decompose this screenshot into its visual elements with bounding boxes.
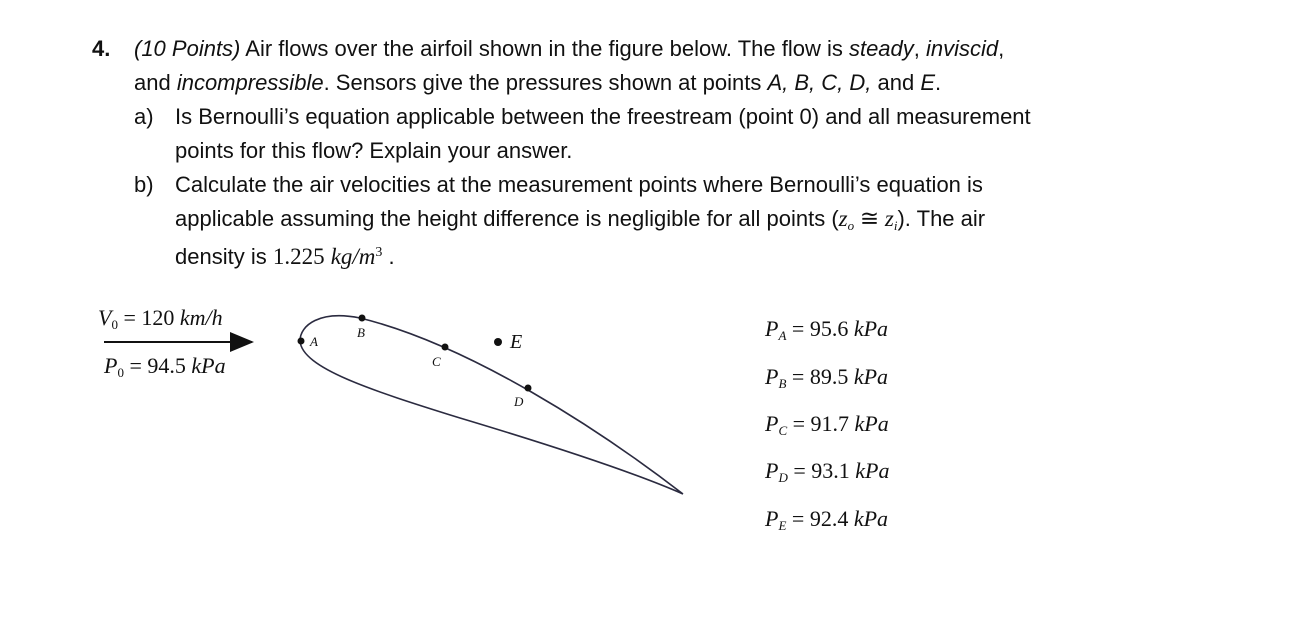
approx-symbol: ≅	[854, 206, 885, 231]
pressure-e: $P_E = 92.4$ kPa	[765, 506, 889, 533]
pressure-c: $P_C = 91.7$ kPa	[765, 411, 889, 438]
intro-text-2: and	[134, 70, 177, 95]
incompressible-term: incompressible	[176, 70, 324, 95]
part-a-text-2: points for this flow? Explain your answer.	[175, 138, 573, 163]
comma-1: ,	[913, 36, 927, 61]
freestream-pressure: $P_0 = 94.5$ kPa	[104, 353, 226, 380]
density-value: 1.225	[272, 244, 325, 269]
part-b-text-2-post: ). The air	[897, 206, 986, 231]
point-b-marker	[359, 315, 366, 322]
part-b-label: b)	[134, 172, 154, 197]
point-a-label: A	[310, 334, 318, 349]
problem-number: 4.	[92, 36, 111, 61]
point-c-label: C	[432, 354, 441, 369]
point-b-label: B	[357, 325, 365, 340]
problem-points: (10 Points)	[134, 36, 241, 61]
z-zero: $z_o$	[838, 206, 855, 233]
pressure-a: $P_A = 95.6$ kPa	[765, 316, 889, 343]
density-unit: $kg/m^3$	[330, 244, 383, 269]
point-e-marker	[494, 338, 502, 346]
part-a-text-1: Is Bernoulli’s equation applicable between the freestream (point 0) and all measurement	[175, 104, 1031, 129]
and-text: and	[871, 70, 921, 95]
part-b-text-1: Calculate the air velocities at the measurement points where Bernoulli’s equation is	[175, 172, 983, 197]
points-list: A, B, C, D,	[767, 70, 872, 95]
density-trailing: .	[382, 244, 395, 269]
point-a-marker	[298, 338, 305, 345]
period: .	[935, 70, 942, 95]
z-i: $z_i$	[884, 206, 898, 233]
inviscid-term: inviscid	[926, 36, 999, 61]
part-b-text-2: applicable assuming the height difference is negligible for all points (	[175, 206, 839, 231]
pressure-d: $P_D = 93.1$ kPa	[765, 458, 890, 485]
intro-text-3: . Sensors give the pressures shown at points	[323, 70, 768, 95]
comma-2: ,	[998, 36, 1005, 61]
point-d-marker	[525, 385, 532, 392]
point-e-label: E	[510, 331, 523, 353]
steady-term: steady	[848, 36, 914, 61]
point-d-label: D	[514, 394, 524, 409]
point-c-marker	[442, 344, 449, 351]
intro-text-1: Air flows over the airfoil shown in the figure below. The flow is	[240, 36, 849, 61]
pressure-b: $P_B = 89.5$ kPa	[765, 364, 889, 391]
density-text: density is	[175, 244, 273, 269]
airfoil-outline	[300, 316, 683, 494]
point-e-text: E	[920, 70, 936, 95]
part-a-label: a)	[134, 104, 154, 129]
freestream-velocity: $V_0 = 120$ km/h	[98, 305, 223, 332]
